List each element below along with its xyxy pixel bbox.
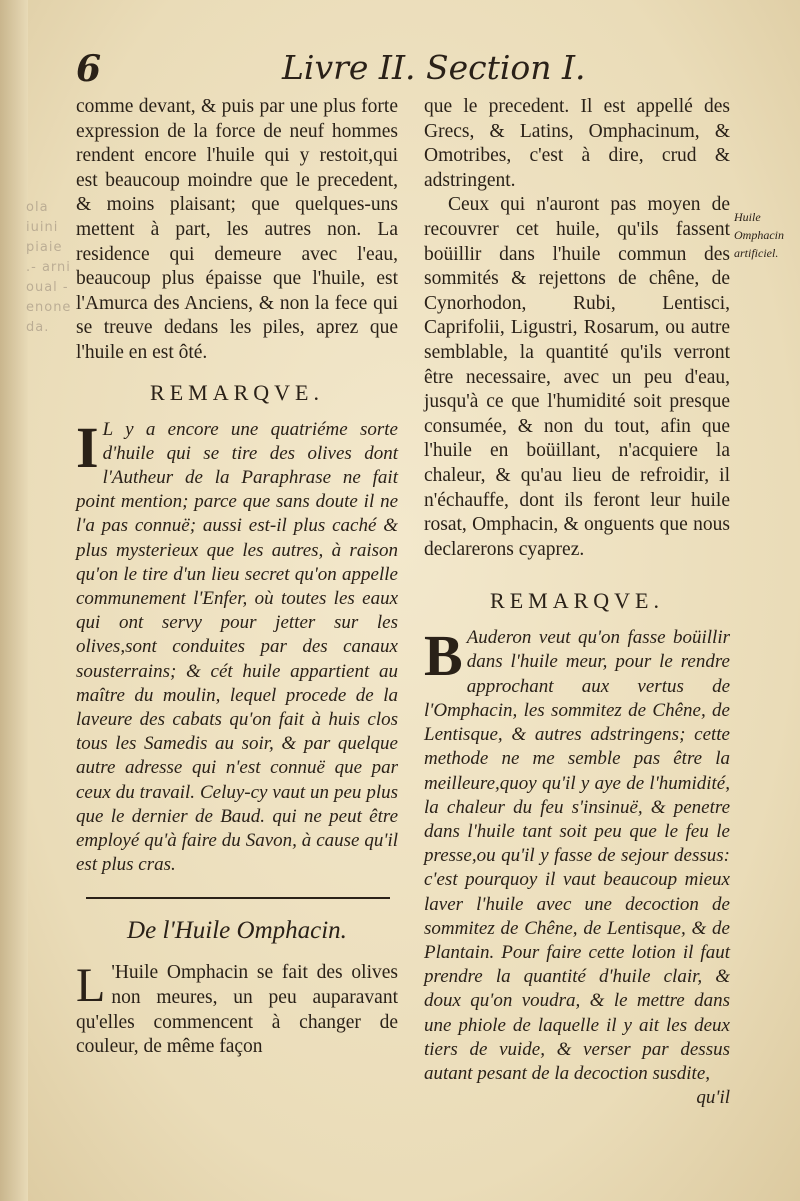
running-head: Livre II. Section I. bbox=[282, 48, 586, 87]
remarque-paragraph-right bbox=[424, 623, 730, 1086]
right-paragraph-2: Ceux qui n'auront pas moyen de recouvrer cet huile, qu'ils fassent boüillir dans l'huile commun des sommités & rejettons de chêne, de Cynorhodon, Rubi, Lentisci, Caprifolii, Ligustri, Rosarum, ou autre semblable, la quantité qu'ils verront être necessaire, avec un peu d'eau, jusqu'à ce que l'humidité soit presque consumée, & non du tout, afin que l'huile en boüillant, n'acquiere la chaleur, & qu'au lieu de refroidir, il n'échauffe, dont ils feront leur huile rosat, Omphacin, & onguents que nous declarerons cyaprez. bbox=[424, 194, 730, 560]
bleed-through-text: ola iuini piaie .- arni oual -enone da. bbox=[26, 200, 72, 335]
remarque-paragraph-left bbox=[76, 414, 398, 878]
section-text: 'Huile Omphacin se fait des olives non meures, un peu auparavant qu'elles commencent à changer de couleur, de même façon bbox=[76, 962, 398, 1058]
remarque-text-right: Auderon veut qu'on fasse boüillir dans l'huile meur, pour le rendre approchant aux vertus de l'Omphacin, les sommitez de Chêne, de Lentisque, & autres adstringens; cette methode ne me semble pas être la meilleure,quoy qu'il y aye de l'humidité, la chaleur du feu s'insinuë, & penetre dans l'huile tant soit peu que le feu le presse,ou qu'il y fasse de sejour dessus: c'est pourquoy il vaut beaucoup mieux laver l'huile avec une decoction de sommitez de Chêne, de Lentisque, & de Plantain. Pour faire cette lotion il faut prendre la quantité d'huile clair, & doux qu'on voudra, & le mettre dans une phiole de laquelle il y ait les deux tiers de vuide, & verser par dessus autant pesant de la decoction susdite, bbox=[424, 627, 730, 1084]
binding-gutter bbox=[0, 0, 28, 1201]
left-column bbox=[76, 95, 398, 1060]
section-divider bbox=[86, 897, 390, 899]
margin-note: Huile Omphacin artificiel. bbox=[734, 210, 784, 260]
remarque-heading-left: REMARQVE. bbox=[150, 379, 324, 405]
section-paragraph bbox=[76, 961, 398, 1059]
left-intro-paragraph: comme devant, & puis par une plus forte expression de la force de neuf hommes rendent encore l'huile qui y restoit,qui est beaucoup moindre que le precedent, & moins plaisant; que quelques-uns mettent à part, les autres non. La residence qui demeure avec l'eau, beaucoup plus épaisse que l'huile, est l'Amurca des Anciens, & non la fece qui se treuve dedans les piles, aprez que l'huile en est ôté. bbox=[76, 96, 398, 363]
catchword: qu'il bbox=[696, 1087, 730, 1109]
remarque-heading-right: REMARQVE. bbox=[490, 588, 664, 614]
drop-cap-b: B bbox=[424, 623, 463, 689]
remarque-text-left: L y a encore une quatriéme sorte d'huile qui se tire des olives dont l'Autheur de la Paraphrase ne fait point mention; parce que sans doute il ne l'a pas connuë; aussi est-il plus caché & plus mysterieux que les autres, à raison qu'on le tire d'un lieu secret qu'on appelle communement l'Enfer, où toutes les eaux qui ont servy pour jetter sur les olives,sont conduites par des canaux sousterrains; & cét huile appartient au maître du moulin, lequel procede de la laveure des cabats qu'on fait à huis clos tous les Samedis au soir, & par quelque autre adresse qui n'est connuë que par ceux du travail. Celuy-cy vaut un peu plus que le dernier de Baud. qui ne peut être employé qu'à faire du Savon, à cause qu'il est plus cras. bbox=[76, 418, 398, 876]
drop-cap-i: I bbox=[76, 414, 99, 480]
right-intro-paragraph: que le precedent. Il est appellé des Grecs, & Latins, Omphacinum, & Omotribes, c'est à dire, crud & adstringent. bbox=[424, 96, 730, 191]
page-header bbox=[76, 44, 736, 94]
page-number: 6 bbox=[76, 48, 102, 90]
section-title: De l'Huile Omphacin. bbox=[127, 917, 347, 945]
drop-cap-l: L bbox=[76, 959, 106, 1013]
right-column bbox=[424, 95, 730, 1110]
